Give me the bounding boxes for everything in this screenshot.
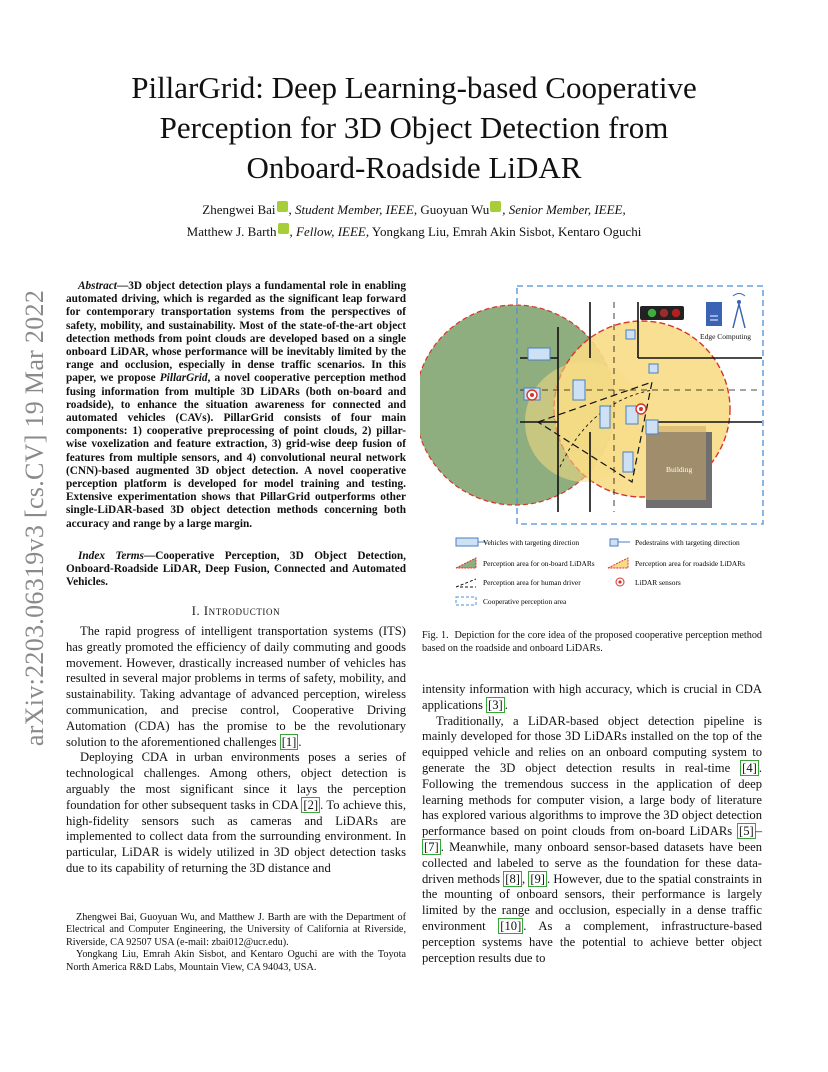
server-icon [706,302,722,326]
citation-link[interactable]: [10] [500,918,522,933]
legend-pedestrains: Pedestrains with targeting direction [635,538,740,547]
paragraph-text: intensity information with high accuracy, which is crucial in CDA applications [422,682,762,712]
title-line-2: Perception for 3D Object Detection from [159,110,669,145]
paragraph-text: . As a complement, infrastructure-based perception systems have the potential to achieve better object perception results due to [422,918,762,965]
orcid-icon[interactable] [277,201,288,212]
arxiv-identifier [22,278,48,758]
legend-human: Perception area for human driver [483,578,581,587]
author-names-rest: Yongkang Liu, Emrah Akin Sisbot, Kentaro Oguchi [369,224,642,239]
orcid-icon[interactable] [278,223,289,234]
right-body-text [422,682,762,966]
paragraph-text: . Following the tremendous success in the application of deep learning methods for computer vision, a large body of literature has explored various algorithms to improve the 3D object detection performance based on point clouds from on-board LiDARs [422,760,762,839]
figure-caption [422,630,762,655]
caption-label: Fig. 1. [422,630,449,641]
paragraph-text: . However, due to the spatial constraints in the mounting of onboard sensors, their performance is largely limited by the range and occlusion, especially in a dense traffic environment [422,871,762,933]
caption-text: Depiction for the core idea of the proposed cooperative perception method based on the roadside and onboard LiDARs. [422,630,763,654]
citation-link[interactable]: [2] [303,797,319,812]
index-terms-text: —Cooperative Perception, 3D Object Detection, Onboard-Roadside LiDAR, Deep Fusion, Connected and Automated Vehicles. [66,550,406,589]
paragraph-text: Deploying CDA in urban environments poses a series of technological challenges. Among others, object detection is arguably the most significant since it lays the perception foundation for other subsequent tasks in CDA [66,750,406,812]
abstract-pillargrid: PillarGrid [159,372,208,385]
title-line-1: PillarGrid: Deep Learning-based Cooperative [131,70,697,105]
citation-link[interactable]: [3] [488,697,503,712]
section-number: I. [191,604,204,618]
abstract [66,280,406,531]
paragraph-text: . [504,697,508,712]
paragraph-text: The rapid progress of intelligent transportation systems (ITS) has greatly promoted the efficiency of daily commuting and goods movement. However, drastically increased number of vehicles has resulted in several major problems in terms of safety, mobility, and sustainability. Taking advantage of advanced perception, wireless communication, and precise control, Cooperative Driving Automation (CDA) has the promise to be the revolutionary solution to the aforementioned challenges [66,624,406,749]
citation-link[interactable]: [5] [739,824,754,839]
author-role: , Senior Member, IEEE, [502,202,626,217]
citation-link[interactable]: [1] [281,734,297,749]
edge-computing-label: Edge Computing [700,332,752,341]
index-terms [66,550,406,590]
paragraph-text: . To achieve this, high-fidelity sensors such as cameras and LiDARs are implemented to collect data from the surrounding environment. In particular, LiDAR is widely utilized in 3D object detection tasks due to its capability of returning the 3D distance and [66,797,406,875]
paragraph [422,714,762,967]
footnote-affiliation-2: Yongkang Liu, Emrah Akin Sisbot, and Kentaro Oguchi are with the Toyota North America R&D Labs, Mountain View, CA 94043, USA. [66,949,406,973]
paragraph-text: , [521,871,529,886]
building-label: Building [666,465,693,474]
building-shade [646,426,706,500]
author-name: Zhengwei Bai [202,202,276,217]
abstract-label: Abstract [78,280,117,292]
author-role: , Student Member, IEEE, [288,202,418,217]
legend-onboard: Perception area for on-board LiDARs [483,559,595,568]
author-line-2 [70,221,758,243]
citation-link[interactable]: [8] [505,871,520,886]
legend-coop: Cooperative perception area [483,597,567,606]
author-role: , Fellow, IEEE, [289,224,370,239]
abstract-text-2: , a novel cooperative perception method fusing information from multiple 3D LiDARs (both on-board and roadside), to enhance the situation awareness for connected and automated vehicles (CAVs). PillarGrid consists of four main components: 1) cooperative preprocessing of point clouds, 2) pillar-wise voxelization and feature extraction, 3) grid-wise deep fusion of features from multiple sensors, and 4) convolutional neural network (CNN)-based augmented 3D object detection. A novel cooperative perception platform is developed for model training and testing. Extensive experimentation shows that PillarGrid outperforms other single-LiDAR-based 3D object detection methods concerning both accuracy and range by a large margin. [66,372,406,530]
title-line-3: Onboard-Roadside LiDAR [246,150,582,185]
orcid-icon[interactable] [490,201,501,212]
citation-link[interactable]: [7] [424,839,439,854]
figure-legend [456,538,745,606]
paragraph [66,624,406,750]
paragraph-text: . Meanwhile, many onboard sensor-based datasets have been collected and labeled to serve as the foundation for these data-driven methods [422,839,762,886]
legend-vehicles: Vehicles with targeting direction [483,538,580,547]
left-body-text [66,624,406,877]
footnotes [66,912,406,974]
author-line-1 [70,199,758,221]
paper-title [70,68,758,188]
index-terms-label: Index Terms [78,550,144,562]
paragraph [422,682,762,714]
legend-lidar: LiDAR sensors [635,578,681,587]
paragraph [66,750,406,876]
arxiv-identifier-text: arXiv:2203.06319v3 [cs.CV] 19 Mar 2022 [20,289,49,747]
footnote-affiliation-1: Zhengwei Bai, Guoyuan Wu, and Matthew J. Barth are with the Department of Electrical and Computer Engineering, the University of California at Riverside, Riverside, CA 92507 USA (e-mail: zbai012@ucr.edu). [66,912,406,948]
section-heading [66,604,406,619]
paragraph-text: – [755,824,762,839]
legend-roadside: Perception area for roadside LiDARs [635,559,746,568]
paragraph-text: Traditionally, a LiDAR-based object detection pipeline is mainly developed for those 3D LiDARs installed on the top of the equipped vehicle and relies on an onboard computing system to generate the 3D object detection results in real-time [422,713,762,775]
author-name: Matthew J. Barth [186,224,277,239]
antenna-icon [733,294,745,329]
citation-link[interactable]: [9] [530,871,545,886]
section-title: Introduction [203,604,281,618]
citation-link[interactable]: [4] [742,760,757,775]
paragraph-text: . [298,734,302,749]
author-name: Guoyuan Wu [417,202,490,217]
abstract-text-1: —3D object detection plays a fundamental role in enabling automated driving, which is regarded as the significant leap forward for contemporary transportation systems from the perspectives of safety, mobility, and sustainability. Most of the state-of-the-art object detection methods from point clouds are developed based on a single onboard LiDAR, whose performance will be inevitably limited by the range and occlusion, especially in dense traffic scenarios. In this paper, we propose [66,280,406,385]
figure-1 [420,282,766,612]
